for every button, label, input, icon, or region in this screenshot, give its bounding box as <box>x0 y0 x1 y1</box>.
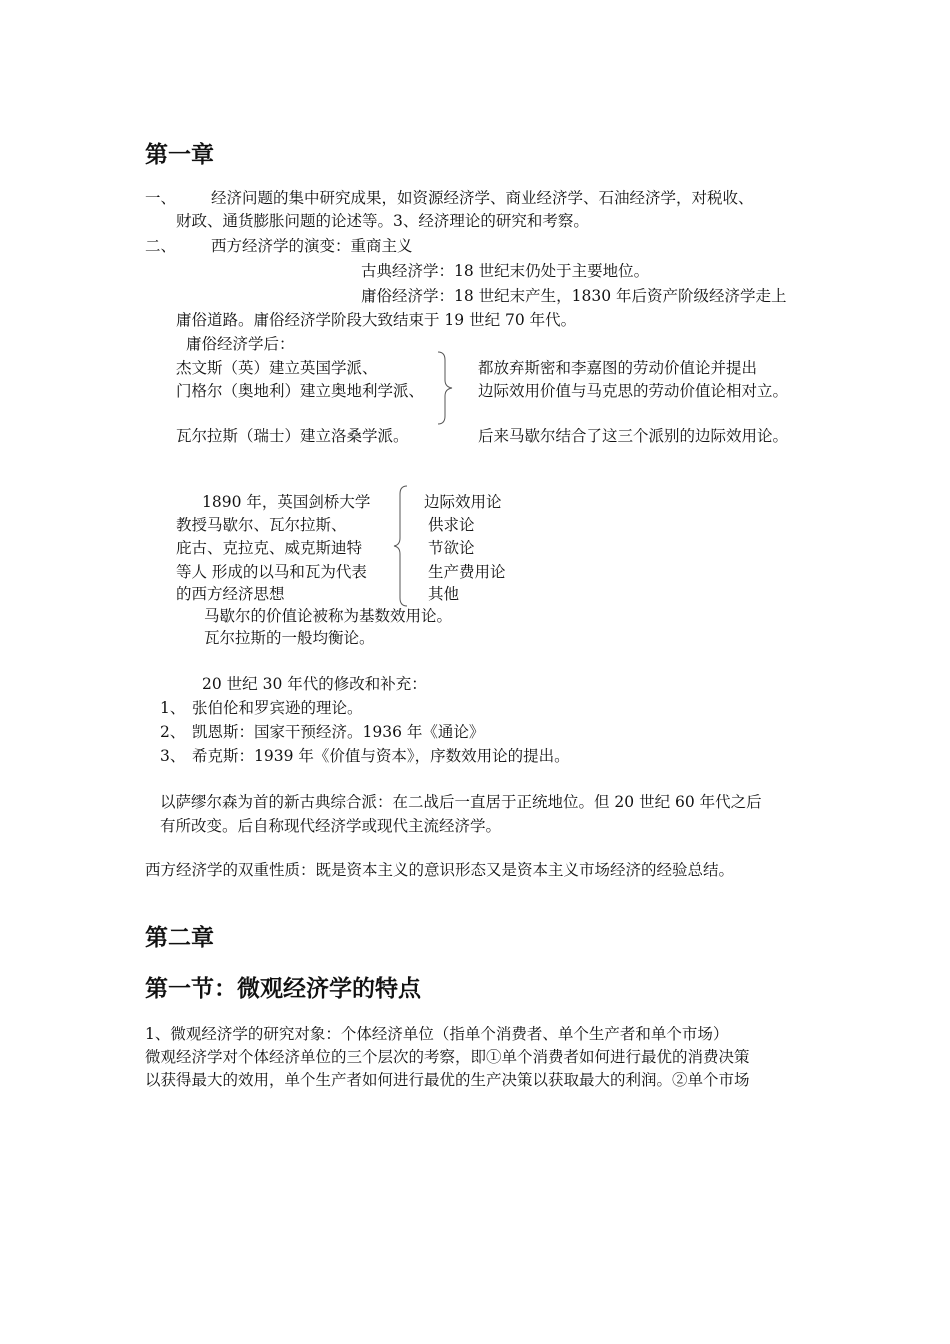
school-lausanne: 瓦尔拉斯（瑞士）建立洛桑学派。 <box>176 427 409 445</box>
chapter-2-para-2: 微观经济学对个体经济单位的三个层次的考察，即①单个消费者如何进行最优的消费决策 <box>145 1048 750 1066</box>
school-english: 杰文斯（英）建立英国学派、 <box>176 359 378 377</box>
schools-note-line-3: 后来马歇尔结合了这三个派别的边际效用论。 <box>478 427 789 445</box>
item-2-line-1: 西方经济学的演变：重商主义 <box>211 237 413 255</box>
dual-nature: 西方经济学的双重性质：既是资本主义的意识形态又是资本主义市场经济的经验总结。 <box>145 861 735 879</box>
cambridge-line-2: 教授马歇尔、瓦尔拉斯、 <box>176 516 347 534</box>
samuelson-line-2: 有所改变。后自称现代经济学或现代主流经济学。 <box>160 817 502 835</box>
modification-2-number: 2、 <box>160 723 186 741</box>
item-2-number: 二、 <box>145 237 177 255</box>
cambridge-line-1: 1890 年，英国剑桥大学 <box>202 493 371 511</box>
chapter-2-para-1: 1、微观经济学的研究对象：个体经济单位（指单个消费者、单个生产者和单个市场） <box>145 1025 729 1043</box>
item-1-line-1: 经济问题的集中研究成果，如资源经济学、商业经济学、石油经济学，对税收、 <box>211 189 754 207</box>
item-1-number: 一、 <box>145 189 177 207</box>
after-vulgar-economics: 庸俗经济学后： <box>186 335 295 353</box>
modification-3-number: 3、 <box>160 747 186 765</box>
walras-note: 瓦尔拉斯的一般均衡论。 <box>204 629 375 647</box>
modification-2-text: 凯恩斯：国家干预经济。1936 年《通论》 <box>192 723 485 741</box>
cambridge-line-3: 庇古、克拉克、威克斯迪特 <box>176 539 363 557</box>
classical-economics: 古典经济学：18 世纪末仍处于主要地位。 <box>361 262 650 280</box>
schools-note-line-1: 都放弃斯密和李嘉图的劳动价值论并提出 <box>478 359 758 377</box>
chapter-2-para-3: 以获得最大的效用，单个生产者如何进行最优的生产决策以获取最大的利润。②单个市场 <box>145 1071 750 1089</box>
cambridge-line-4: 等人 形成的以马和瓦为代表 <box>176 563 367 581</box>
theory-supply-demand: 供求论 <box>428 516 475 534</box>
modification-1-number: 1、 <box>160 699 186 717</box>
modification-1-text: 张伯伦和罗宾逊的理论。 <box>192 699 363 717</box>
vulgar-economics-line-2: 庸俗道路。庸俗经济学阶段大致结束于 19 世纪 70 年代。 <box>176 311 577 329</box>
modifications-title: 20 世纪 30 年代的修改和补充： <box>202 675 427 693</box>
marshall-note: 马歇尔的价值论被称为基数效用论。 <box>204 607 453 625</box>
chapter-2-title: 第二章 <box>145 925 214 951</box>
left-brace-icon <box>392 484 412 608</box>
vulgar-economics-line-1: 庸俗经济学：18 世纪末产生，1830 年后资产阶级经济学走上 <box>361 287 787 305</box>
chapter-1-title: 第一章 <box>145 142 214 168</box>
theory-abstinence: 节欲论 <box>428 539 475 557</box>
cambridge-line-5: 的西方经济思想 <box>176 585 285 603</box>
theory-other: 其他 <box>428 585 460 603</box>
schools-note-line-2: 边际效用价值与马克思的劳动价值论相对立。 <box>478 382 789 400</box>
right-brace-icon <box>436 350 456 426</box>
item-1-line-2: 财政、通货膨胀问题的论述等。3、经济理论的研究和考察。 <box>176 212 589 230</box>
school-austrian: 门格尔（奥地利）建立奥地利学派、 <box>176 382 425 400</box>
section-1-title: 第一节：微观经济学的特点 <box>145 976 421 1002</box>
theory-cost-of-production: 生产费用论 <box>428 563 506 581</box>
samuelson-line-1: 以萨缪尔森为首的新古典综合派：在二战后一直居于正统地位。但 20 世纪 60 年代之后 <box>160 793 762 811</box>
modification-3-text: 希克斯：1939 年《价值与资本》，序数效用论的提出。 <box>192 747 570 765</box>
theory-marginal-utility: 边际效用论 <box>424 493 502 511</box>
